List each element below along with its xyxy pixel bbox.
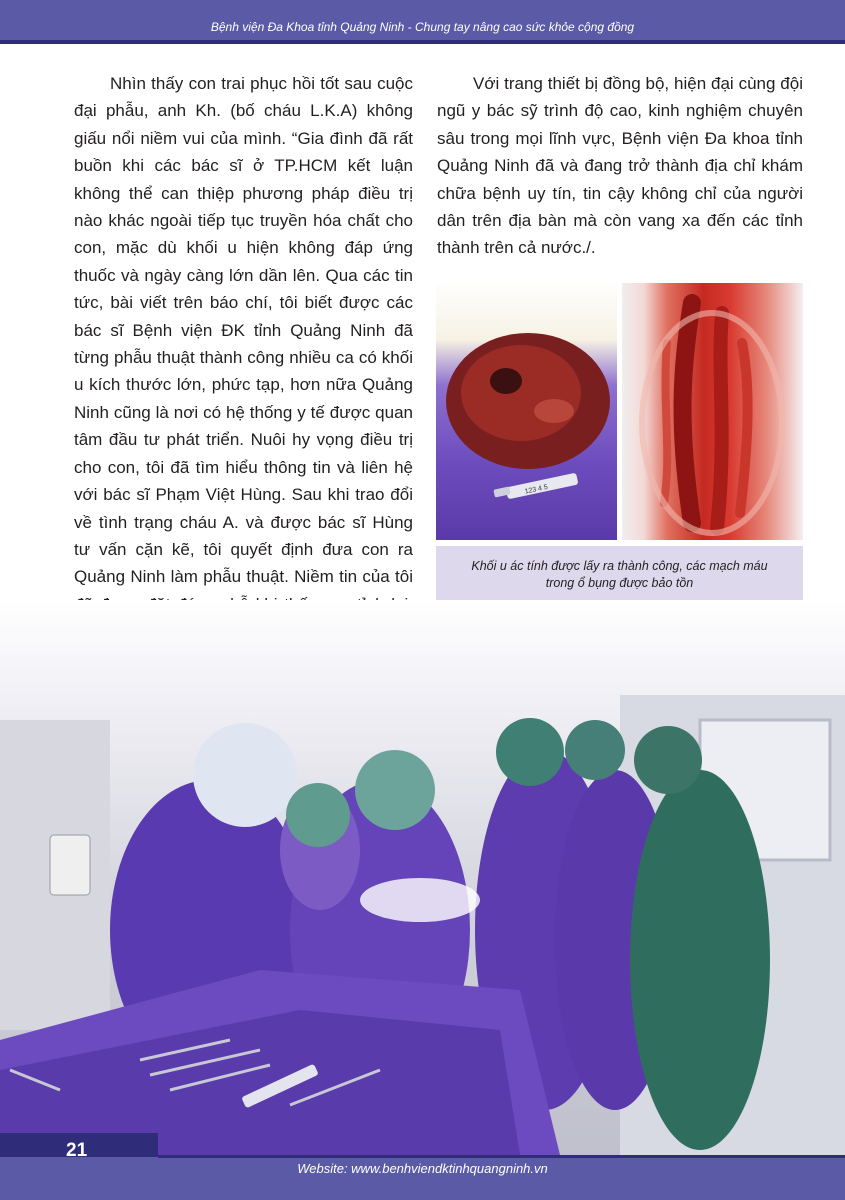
- article-right-column: [437, 70, 803, 262]
- header-title: Bệnh viện Đa Khoa tỉnh Quảng Ninh - Chung tay nâng cao sức khỏe cộng đồng: [210, 20, 635, 34]
- left-paragraph: Nhìn thấy con trai phục hồi tốt sau cuộc đại phẫu, anh Kh. (bố cháu L.K.A) không giấu nổi niềm vui của mình. “Gia đình đã rất buồn khi các bác sĩ ở TP.HCM kết luận không thể can thiệp phương pháp điều trị nào khác ngoài tiếp tục truyền hóa chất cho con, mặc dù khối u hiện không đáp ứng thuốc và ngày càng lớn dần lên. Qua các tin tức, bài viết trên báo chí, tôi biết được các bác sĩ Bệnh viện ĐK tỉnh Quảng Ninh đã từng phẫu thuật thành công nhiều ca có khối u kích thước lớn, phức tạp, hơn nữa Quảng Ninh cũng là nơi có hệ thống y tế được quan tâm đầu tư phát triển. Nuôi hy vọng điều trị cho con, tôi đã tìm hiểu thông tin và liên hệ với bác sĩ Phạm Việt Hùng. Sau khi trao đổi về tình trạng cháu A. và được bác sĩ Hùng tư vấn cặn kẽ, tôi quyết định đưa con ra Quảng Ninh làm phẫu thuật. Niềm tin của tôi: [74, 74, 413, 587]
- syringe-markings: 123 4 5: [524, 483, 549, 496]
- page-number: 21: [66, 1140, 88, 1161]
- header-rule: [0, 40, 845, 44]
- vessels-photo: [622, 283, 803, 540]
- surgery-photo: [0, 600, 845, 1155]
- footer-website: Website: www.benhviendktinhquangninh.vn: [297, 1161, 548, 1176]
- footer-rule: [158, 1155, 845, 1158]
- figure-caption: Khối u ác tính được lấy ra thành công, các mạch máu trong ổ bụng được bảo tồn: [436, 546, 803, 604]
- right-paragraph: Với trang thiết bị đồng bộ, hiện đại cùng đội ngũ y bác sỹ trình độ cao, kinh nghiệm chuyên sâu trong mọi lĩnh vực, Bệnh viện Đa khoa tỉnh Quảng Ninh đã và đang trở thành địa chỉ khám chữa bệnh uy tín, tin cậy không chỉ của người dân trên địa bàn mà còn vang xa đến các tỉnh thành trên cả nước./.: [437, 74, 803, 258]
- figure-photos: [436, 283, 803, 540]
- tumor-photo: [436, 283, 617, 540]
